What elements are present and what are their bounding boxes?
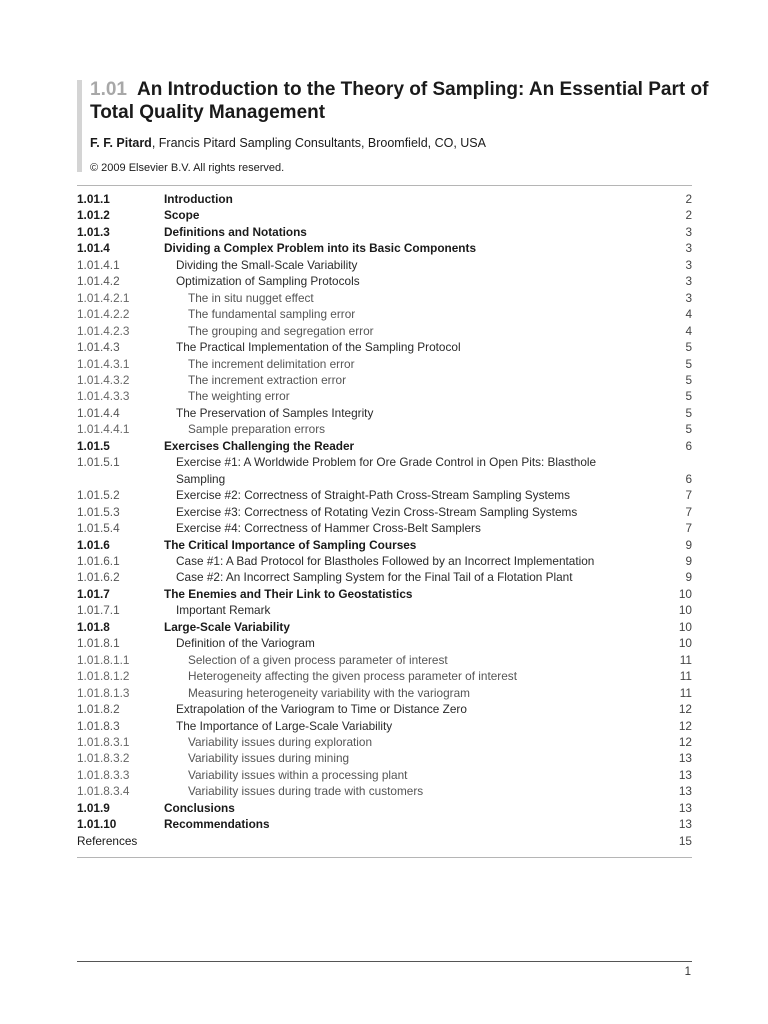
toc-entry-title: Large-Scale Variability [164, 619, 290, 634]
toc-entry-number: 1.01.8.1.3 [77, 685, 130, 700]
toc-entry-number: 1.01.6 [77, 537, 110, 552]
toc-entry-number: 1.01.10 [77, 817, 117, 832]
toc-entry-number: 1.01.8.3.1 [77, 734, 130, 749]
toc-entry-title: The in situ nugget effect [188, 290, 314, 305]
toc-entry-number: 1.01.5.4 [77, 521, 120, 536]
toc-entry [77, 685, 692, 701]
toc-entry [77, 504, 692, 520]
chapter-title-text: An Introduction to the Theory of Sampling: An Essential Part of Total Quality Management [90, 79, 709, 123]
toc-entry-page: 5 [685, 340, 692, 355]
toc-entry [77, 767, 692, 783]
toc-entry-page: 3 [685, 274, 692, 289]
toc-entry [77, 734, 692, 750]
toc-entry-page: 4 [685, 307, 692, 322]
toc-entry-title: The Critical Importance of Sampling Courses [164, 537, 417, 552]
toc-entry [77, 487, 692, 503]
toc-entry-page: 13 [678, 784, 692, 799]
toc-entry-page: 11 [679, 669, 692, 684]
toc-entry-title-line: Sampling [176, 471, 226, 486]
toc-entry-page: 2 [685, 192, 692, 206]
toc-entry-number: 1.01.5 [77, 438, 110, 453]
toc-entry-page: 11 [679, 652, 692, 667]
toc-entry-number: 1.01.6.1 [77, 553, 120, 568]
toc-entry-title [277, 833, 652, 849]
toc-entry [77, 816, 692, 832]
toc-entry-title: Heterogeneity affecting the given process parameter of interest [188, 669, 517, 684]
toc-entry-number: 1.01.8.1.2 [77, 669, 130, 684]
toc-entry-number: 1.01.7.1 [77, 603, 120, 618]
toc-entry-title: Measuring heterogeneity variability with the variogram [188, 685, 470, 700]
copyright-notice: © 2009 Elsevier B.V. All rights reserved. [90, 162, 285, 174]
toc-entry-title: Exercises Challenging the Reader [164, 438, 355, 453]
toc-entry [77, 224, 692, 240]
toc-entry-title: Variability issues during exploration [188, 734, 373, 749]
author-line [90, 135, 710, 151]
toc-entry [77, 240, 692, 256]
toc-entry-title: The Enemies and Their Link to Geostatistics [164, 586, 413, 601]
toc-entry [77, 537, 692, 553]
toc-entry-number: 1.01.4.2.3 [77, 323, 130, 338]
toc-entry [77, 372, 692, 388]
page-number: 1 [684, 966, 691, 978]
toc-entry-page: 10 [678, 603, 692, 618]
toc-entry-page: 5 [685, 405, 692, 420]
toc-entry [77, 701, 692, 717]
toc-entry-page: 2 [685, 208, 692, 223]
toc-entry-page: 15 [678, 833, 692, 848]
toc-entry-title: The increment delimitation error [188, 356, 355, 371]
toc-entry-title: Definition of the Variogram [176, 636, 315, 651]
toc-entry-page: 7 [685, 521, 692, 536]
toc-entry-page: 13 [678, 800, 692, 815]
footer-divider [77, 961, 692, 962]
toc-entry-number: 1.01.8.1 [77, 636, 120, 651]
toc-entry-number: 1.01.2 [77, 208, 110, 223]
toc-entry-title: The Practical Implementation of the Sampling Protocol [176, 340, 461, 355]
toc-entry-title: Case #2: An Incorrect Sampling System for the Final Tail of a Flotation Plant [176, 570, 573, 585]
toc-entry-number: 1.01.9 [77, 800, 110, 815]
toc-entry-number: 1.01.4.3.3 [77, 389, 130, 404]
toc-entry-page: 3 [685, 224, 692, 239]
toc-entry-number: 1.01.8.3.3 [77, 767, 130, 782]
toc-entry-number: 1.01.4.2.2 [77, 307, 130, 322]
toc-entry-number: 1.01.4.2 [77, 274, 120, 289]
toc-entry [77, 257, 692, 273]
toc-entry [77, 339, 692, 355]
toc-entry-page: 10 [678, 636, 692, 651]
author-affiliation: , Francis Pitard Sampling Consultants, Broomfield, CO, USA [151, 136, 486, 150]
toc-entry [77, 323, 692, 339]
toc-entry-page: 6 [685, 438, 692, 453]
toc-entry [77, 388, 692, 404]
toc-entry [77, 207, 692, 223]
toc-entry-number: 1.01.4.1 [77, 257, 120, 272]
toc-entry-page: 13 [678, 751, 692, 766]
toc-entry [77, 306, 692, 322]
toc-entry [77, 718, 692, 734]
toc-entry-number: 1.01.8.3.4 [77, 784, 130, 799]
toc-entry [77, 602, 692, 618]
toc-entry-number: 1.01.4.3.1 [77, 356, 130, 371]
toc-entry-number: 1.01.5.3 [77, 504, 120, 519]
toc-entry-title: Dividing the Small-Scale Variability [176, 257, 358, 272]
toc-entry-title: Selection of a given process parameter of interest [188, 652, 448, 667]
toc-entry-title: Dividing a Complex Problem into its Basic Components [164, 241, 477, 256]
toc-bottom-divider [77, 857, 692, 858]
toc-entry-title-line: Exercise #1: A Worldwide Problem for Ore Grade Control in Open Pits: Blasthole [176, 455, 597, 470]
toc-entry-page: 9 [685, 570, 692, 585]
toc-entry [77, 619, 692, 635]
toc-entry-title: Variability issues during mining [188, 751, 350, 766]
toc-entry [77, 668, 692, 684]
toc-entry-number: 1.01.8.3.2 [77, 751, 130, 766]
toc-entry-page: 13 [678, 767, 692, 782]
toc-entry [77, 586, 692, 602]
toc-entry-title: The weighting error [188, 389, 290, 404]
toc-entry-title: The grouping and segregation error [188, 323, 374, 338]
toc-entry-title: The fundamental sampling error [188, 307, 356, 322]
toc-entry-page: 9 [685, 537, 692, 552]
toc-entry-page: 6 [685, 471, 692, 486]
toc-entry-page: 9 [685, 553, 692, 568]
toc-entry-page: 5 [685, 422, 692, 437]
chapter-title [90, 78, 710, 124]
toc-entry-title: The Importance of Large-Scale Variability [176, 718, 393, 733]
toc-entry-number: 1.01.6.2 [77, 570, 120, 585]
toc-entry-number: References [77, 833, 138, 848]
toc-entry-title: Recommendations [164, 817, 270, 832]
toc-entry-title: Exercise #2: Correctness of Straight-Path Cross-Stream Sampling Systems [176, 488, 571, 503]
toc-entry-number: 1.01.8.1.1 [77, 652, 130, 667]
toc-entry-number: 1.01.4.2.1 [77, 290, 130, 305]
toc-entry-page: 3 [685, 290, 692, 305]
toc-entry [77, 750, 692, 766]
toc-entry-page: 10 [678, 586, 692, 601]
toc-entry [77, 438, 692, 454]
toc-entry [77, 356, 692, 372]
toc-entry [77, 652, 692, 668]
toc-entry [77, 520, 692, 536]
toc-entry-page: 5 [685, 389, 692, 404]
toc-entry-number: 1.01.4.3 [77, 340, 120, 355]
toc-entry-title [164, 454, 652, 487]
top-divider [77, 185, 692, 186]
toc-entry-title: The Preservation of Samples Integrity [176, 405, 374, 420]
toc-entry-page: 12 [678, 702, 692, 717]
toc-entry [77, 421, 692, 437]
toc-entry-page: 12 [678, 734, 692, 749]
chapter-header [77, 80, 710, 172]
toc-entry-title: Exercise #3: Correctness of Rotating Vezin Cross-Stream Sampling Systems [176, 504, 578, 519]
toc-entry-title: Introduction [164, 192, 233, 206]
toc-entry-page: 4 [685, 323, 692, 338]
toc-entry-title: Variability issues within a processing plant [188, 767, 408, 782]
toc-entry-number: 1.01.5.2 [77, 488, 120, 503]
toc-entry-number: 1.01.8.2 [77, 702, 120, 717]
toc-entry [77, 290, 692, 306]
toc-entry [77, 569, 692, 585]
toc-entry [77, 800, 692, 816]
toc-entry-title: Case #1: A Bad Protocol for Blastholes Followed by an Incorrect Implementation [176, 553, 595, 568]
author-name: F. F. Pitard [90, 136, 152, 150]
toc-entry-number: 1.01.1 [77, 192, 110, 206]
toc-entry-title: Definitions and Notations [164, 224, 307, 239]
toc-entry-page: 11 [679, 685, 692, 700]
toc-entry-page: 10 [678, 619, 692, 634]
toc-entry-number: 1.01.8.3 [77, 718, 120, 733]
toc-entry-number: 1.01.4.3.2 [77, 372, 130, 387]
toc-entry-title: Conclusions [164, 800, 235, 815]
toc-entry-page: 3 [685, 241, 692, 256]
toc-entry-number: 1.01.3 [77, 224, 110, 239]
toc-entry-title: The increment extraction error [188, 372, 347, 387]
toc-entry [77, 833, 692, 849]
toc-entry [77, 405, 692, 421]
toc-entry-page: 5 [685, 372, 692, 387]
toc-entry [77, 273, 692, 289]
table-of-contents [77, 191, 692, 849]
toc-entry-page: 12 [678, 718, 692, 733]
toc-entry-page: 7 [685, 488, 692, 503]
toc-entry-title: Exercise #4: Correctness of Hammer Cross-Belt Samplers [176, 521, 481, 536]
toc-entry-title: Extrapolation of the Variogram to Time or Distance Zero [176, 702, 467, 717]
toc-entry-page: 5 [685, 356, 692, 371]
toc-entry-page: 13 [678, 817, 692, 832]
toc-entry-number: 1.01.4.4 [77, 405, 120, 420]
toc-entry-title: Scope [164, 208, 200, 223]
toc-entry [77, 553, 692, 569]
toc-entry [77, 783, 692, 799]
toc-entry-title: Optimization of Sampling Protocols [176, 274, 360, 289]
toc-entry-number: 1.01.4 [77, 241, 110, 256]
chapter-number: 1.01 [90, 79, 127, 100]
toc-entry-number: 1.01.4.4.1 [77, 422, 130, 437]
toc-entry-number: 1.01.8 [77, 619, 110, 634]
toc-entry-title: Important Remark [176, 603, 271, 618]
toc-entry-title: Sample preparation errors [188, 422, 326, 437]
toc-entry-number: 1.01.5.1 [77, 455, 120, 470]
toc-entry-page: 7 [685, 504, 692, 519]
toc-entry-title: Variability issues during trade with customers [188, 784, 424, 799]
toc-entry-number: 1.01.7 [77, 586, 110, 601]
toc-entry [77, 454, 692, 487]
toc-entry-page: 3 [685, 257, 692, 272]
toc-entry [77, 191, 692, 207]
toc-entry [77, 635, 692, 651]
